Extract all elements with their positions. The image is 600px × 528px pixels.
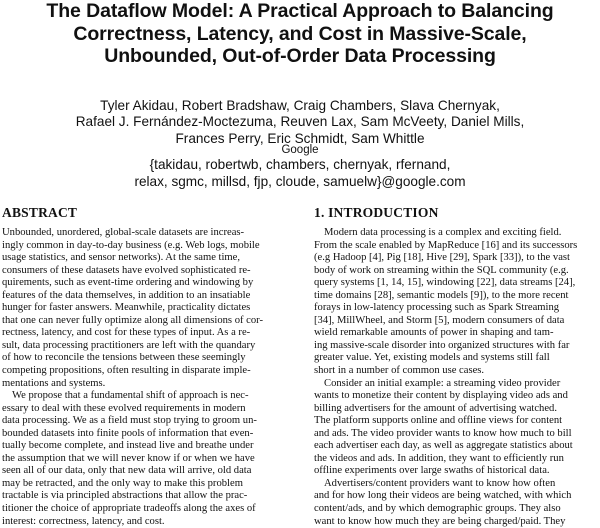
text-line: greater value. Yet, existing models and systems still fall xyxy=(314,352,550,364)
text-line: wants to monetize their content by displaying video ads and xyxy=(314,390,568,402)
text-line: competing propositions, often resulting in disparate imple- xyxy=(2,365,251,377)
introduction-heading: 1. INTRODUCTION xyxy=(314,205,439,220)
title-line: Correctness, Latency, and Cost in Massive-Scale, xyxy=(73,22,527,45)
introduction-column xyxy=(314,205,600,528)
text-line: the assumption that we will never know if or when we have xyxy=(2,452,255,464)
author-line: Rafael J. Fernández-Moctezuma, Reuven Lax, Sam McVeety, Daniel Mills, xyxy=(75,114,525,130)
abstract-body xyxy=(2,227,292,528)
text-line: usage statistics, and sensor networks). At the same time, xyxy=(2,252,241,264)
text-line: essary to deal with these evolved requirements in modern xyxy=(2,402,246,414)
text-line: features of the data themselves, in addition to an insatiable xyxy=(2,289,251,301)
text-line: We propose that a fundamental shift of approach is nec- xyxy=(12,390,249,402)
title-line: Unbounded, Out-of-Order Data Processing xyxy=(104,45,496,67)
author-line: Frances Perry, Eric Schmidt, Sam Whittle xyxy=(175,130,425,146)
text-line: Consider an initial example: a streaming video provider xyxy=(324,377,561,389)
text-line: short in a number of common use cases. xyxy=(314,365,485,377)
text-line: ing massive-scale disorder into organized structures with far xyxy=(314,339,570,351)
text-line: billing advertisers for the amount of advertising watched. xyxy=(314,402,557,414)
text-line: (e.g Hadoop [4], Pig [18], Hive [29], Spark [33]), to the vast xyxy=(314,252,570,264)
text-line: Advertisers/content providers want to know how often xyxy=(324,477,556,489)
abstract-column xyxy=(2,205,292,528)
text-line: quirements, such as event-time ordering and windowing by xyxy=(2,277,254,289)
text-line: From the scale enabled by MapReduce [16] and its successors xyxy=(314,239,578,251)
text-line: the videos and ads. In addition, they want to efficiently run xyxy=(314,452,564,464)
text-line: forays in low-latency processing such as Spark Streaming xyxy=(314,302,560,314)
text-line: ingly common in day-to-day business (e.g. Web logs, mobile xyxy=(2,239,260,251)
text-line: interest: correctness, latency, and cost. xyxy=(2,515,165,527)
text-line: Unbounded, unordered, global-scale datasets are increas- xyxy=(2,227,245,238)
text-line: want to know how much they are being charged/paid. They xyxy=(314,515,566,527)
text-line: and for how long their videos are being watched, with which xyxy=(314,490,572,502)
introduction-paragraph xyxy=(314,478,600,528)
text-line: titioner the choice of appropriate tradeoffs along the axes of xyxy=(2,503,256,515)
text-line: mentations and systems. xyxy=(2,377,106,389)
email-line: {takidau, robertwb, chambers, chernyak, rfernand, xyxy=(149,157,451,172)
introduction-paragraph xyxy=(314,227,600,378)
introduction-paragraph xyxy=(314,378,600,478)
text-line: tually become complete, and instead live and breathe under xyxy=(2,440,254,452)
text-line: tractable is via principled abstractions that allow the prac- xyxy=(2,490,248,502)
author-emails xyxy=(0,157,600,190)
author-list xyxy=(0,98,600,147)
text-line: that one can never fully optimize along all dimensions of cor- xyxy=(2,314,264,326)
text-line: rectness, latency, and cost for these types of input. As a re- xyxy=(2,327,251,339)
text-line: [34], MillWheel, and Storm [5], modern consumers of data xyxy=(314,314,565,326)
email-line: relax, sgmc, millsd, fjp, cloude, samuelw}@google.com xyxy=(134,173,466,189)
text-line: body of work on streaming within the SQL community (e.g. xyxy=(314,264,569,276)
text-line: time domains [28], semantic models [9]), to the more recent xyxy=(314,289,569,301)
abstract-paragraph xyxy=(2,227,292,390)
text-line: consumers of these datasets have evolved sophisticated re- xyxy=(2,264,251,276)
text-line: of how to reconcile the tensions between these seemingly xyxy=(2,352,246,364)
author-line: Tyler Akidau, Robert Bradshaw, Craig Chambers, Slava Chernyak, xyxy=(100,98,500,113)
text-line: offline experiments over large swaths of historical data. xyxy=(314,465,550,477)
text-line: content/ads, and by which demographic groups. They also xyxy=(314,503,561,515)
text-line: each advertiser each day, as well as aggregate statistics about xyxy=(314,440,573,452)
text-line: data processing. We as a field must stop trying to groom un- xyxy=(2,415,257,427)
text-line: The platform supports online and offline views for content xyxy=(314,415,563,427)
title-line: The Dataflow Model: A Practical Approach to Balancing xyxy=(46,0,554,22)
text-line: seen all of our data, only that new data will arrive, old data xyxy=(2,465,252,477)
introduction-body xyxy=(314,227,600,528)
text-line: query systems [1, 14, 15], windowing [22], data streams [24], xyxy=(314,277,576,289)
text-line: bounded datasets into finite pools of information that even- xyxy=(2,427,254,439)
text-line: and ads. The video provider wants to know how much to bill xyxy=(314,427,572,439)
abstract-heading: ABSTRACT xyxy=(2,205,78,220)
text-line: Modern data processing is a complex and exciting field. xyxy=(324,227,562,238)
text-line: may be retracted, and the only way to make this problem xyxy=(2,477,243,489)
abstract-paragraph xyxy=(2,390,292,528)
text-line: sult, data processing practitioners are left with the quandary xyxy=(2,339,256,351)
affiliation: Google xyxy=(281,144,319,156)
paper-title xyxy=(0,0,600,68)
text-line: hunger for faster answers. Meanwhile, practicality dictates xyxy=(2,302,251,314)
text-line: wield remarkable amounts of power in shaping and tam- xyxy=(314,327,554,339)
